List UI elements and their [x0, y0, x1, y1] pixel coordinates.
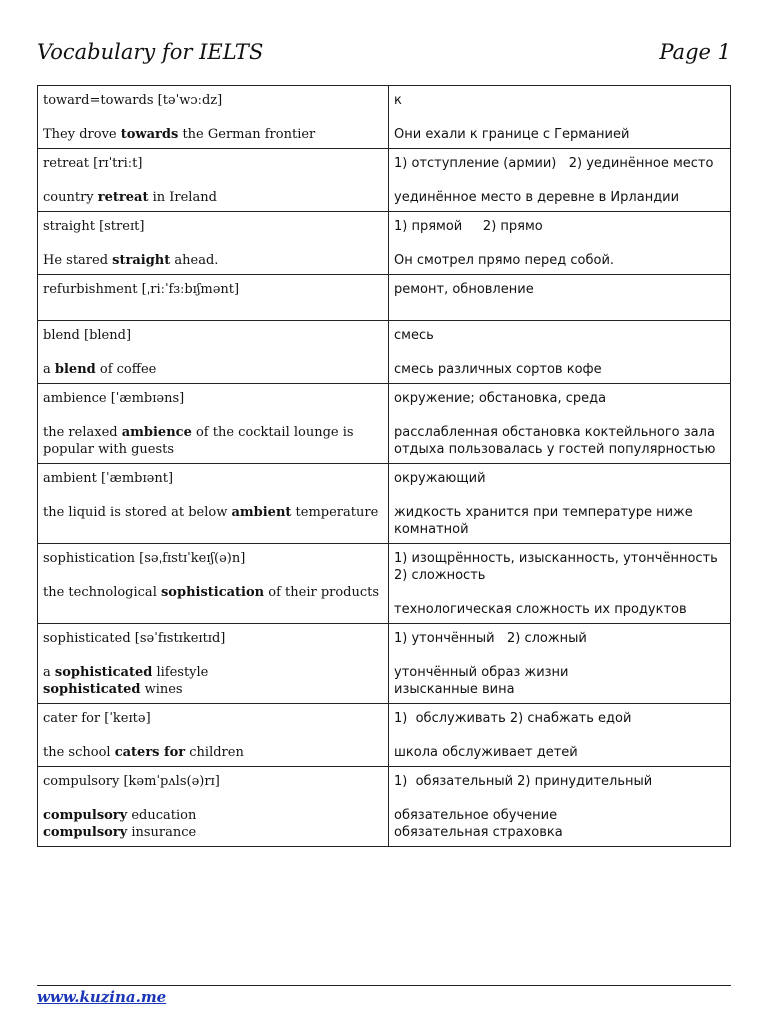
vocab-row	[38, 384, 731, 464]
example-text: They drove	[43, 127, 121, 142]
highlighted-word: ambience	[121, 425, 192, 440]
example-text: the liquid is stored at below	[43, 505, 232, 520]
translation: смесь	[394, 328, 434, 343]
english-cell	[38, 149, 389, 212]
term-with-transcription: ambient [ˈæmbɪənt]	[43, 471, 174, 486]
english-cell	[38, 464, 389, 544]
highlighted-word: sophistication	[160, 585, 265, 600]
term-with-transcription: refurbishment [ˌriːˈfɜːbɪʃmənt]	[43, 282, 240, 297]
english-cell	[38, 212, 389, 275]
example-text: the German frontier	[178, 127, 316, 142]
example-text: of coffee	[95, 362, 157, 377]
example-sentence	[43, 252, 383, 269]
example-text: education	[127, 808, 197, 823]
example-text: a	[43, 665, 55, 680]
example-text: ahead.	[170, 253, 219, 268]
translation: 1) обязательный 2) принудительный	[394, 774, 653, 789]
translated-example: изысканные вина	[394, 682, 515, 697]
highlighted-word: compulsory	[43, 825, 128, 840]
spacer	[43, 487, 383, 504]
website-link[interactable]: www.kuzina.me	[37, 988, 167, 1006]
example-sentence	[43, 824, 383, 841]
page-header	[37, 40, 731, 70]
example-sentence	[43, 744, 383, 761]
vocabulary-table-body	[38, 86, 731, 847]
russian-cell	[389, 767, 731, 847]
translation: ремонт, обновление	[394, 282, 534, 297]
highlighted-word: sophisticated	[43, 682, 141, 697]
highlighted-word: caters for	[114, 745, 186, 760]
russian-cell	[389, 149, 731, 212]
translation: окружение; обстановка, среда	[394, 391, 607, 406]
vocab-row	[38, 321, 731, 384]
spacer	[43, 407, 383, 424]
spacer	[43, 344, 383, 361]
translation: к	[394, 93, 402, 108]
term-with-transcription: straight [streɪt]	[43, 219, 145, 234]
spacer	[394, 407, 725, 424]
spacer	[43, 172, 383, 189]
translated-example: обязательная страховка	[394, 825, 563, 840]
russian-cell	[389, 464, 731, 544]
term-with-transcription: retreat [rɪˈtriːt]	[43, 156, 143, 171]
example-sentence	[43, 424, 383, 458]
footer-divider	[37, 985, 731, 986]
russian-cell	[389, 624, 731, 704]
spacer	[394, 487, 725, 504]
russian-cell	[389, 704, 731, 767]
english-cell	[38, 275, 389, 321]
english-cell	[38, 384, 389, 464]
translated-example: Он смотрел прямо перед собой.	[394, 253, 615, 268]
vocab-row	[38, 704, 731, 767]
vocab-row	[38, 212, 731, 275]
russian-cell	[389, 544, 731, 624]
example-text: wines	[140, 682, 183, 697]
example-sentence	[43, 189, 383, 206]
example-text: in Ireland	[148, 190, 217, 205]
spacer	[43, 235, 383, 252]
spacer	[43, 567, 383, 584]
spacer	[394, 727, 725, 744]
highlighted-word: straight	[112, 253, 171, 268]
spacer	[394, 172, 725, 189]
vocab-row	[38, 275, 731, 321]
translated-example: обязательное обучение	[394, 808, 558, 823]
example-sentence	[43, 361, 383, 378]
example-sentence	[43, 664, 383, 681]
example-text: lifestyle	[152, 665, 209, 680]
example-text: the school	[43, 745, 115, 760]
translation: 1) отступление (армии) 2) уединённое место	[394, 156, 714, 171]
highlighted-word: sophisticated	[54, 665, 153, 680]
translation: 2) сложность	[394, 568, 486, 583]
translated-example: утончённый образ жизни	[394, 665, 569, 680]
translated-example: школа обслуживает детей	[394, 745, 578, 760]
example-text: the relaxed	[43, 425, 122, 440]
translated-example: технологическая сложность их продуктов	[394, 602, 687, 617]
document-title: Vocabulary for IELTS	[37, 40, 264, 64]
vocab-row	[38, 464, 731, 544]
translation: окружающий	[394, 471, 486, 486]
example-text: children	[185, 745, 244, 760]
example-text: the technological	[43, 585, 161, 600]
spacer	[43, 298, 383, 315]
spacer	[394, 235, 725, 252]
spacer	[43, 790, 383, 807]
example-sentence	[43, 504, 383, 521]
term-with-transcription: toward=towards [təˈwɔːdz]	[43, 93, 223, 108]
spacer	[43, 727, 383, 744]
highlighted-word: ambient	[231, 505, 292, 520]
russian-cell	[389, 212, 731, 275]
term-with-transcription: ambience [ˈæmbɪəns]	[43, 391, 185, 406]
term-with-transcription: sophistication [səˌfɪstɪˈkeɪʃ(ə)n]	[43, 551, 246, 566]
example-text: country	[43, 190, 98, 205]
highlighted-word: towards	[120, 127, 179, 142]
page-number: Page 1	[659, 40, 731, 64]
example-sentence	[43, 126, 383, 143]
term-with-transcription: compulsory [kəmˈpʌls(ə)rɪ]	[43, 774, 220, 789]
example-text: insurance	[127, 825, 197, 840]
english-cell	[38, 321, 389, 384]
example-text: He stared	[43, 253, 113, 268]
term-with-transcription: blend [blend]	[43, 328, 132, 343]
translated-example: жидкость хранится при температуре ниже комнатной	[394, 505, 697, 537]
russian-cell	[389, 384, 731, 464]
russian-cell	[389, 86, 731, 149]
english-cell	[38, 767, 389, 847]
spacer	[43, 109, 383, 126]
english-cell	[38, 544, 389, 624]
example-sentence	[43, 681, 383, 698]
english-cell	[38, 624, 389, 704]
example-sentence	[43, 584, 383, 601]
translation: 1) изощрённость, изысканность, утончённость	[394, 551, 718, 566]
vocab-row	[38, 767, 731, 847]
term-with-transcription: cater for [ˈkeɪtə]	[43, 711, 151, 726]
highlighted-word: retreat	[97, 190, 149, 205]
highlighted-word: compulsory	[43, 808, 128, 823]
vocabulary-table	[37, 85, 731, 847]
vocab-row	[38, 86, 731, 149]
spacer	[394, 584, 725, 601]
spacer	[394, 790, 725, 807]
vocab-row	[38, 149, 731, 212]
translated-example: Они ехали к границе с Германией	[394, 127, 630, 142]
spacer	[394, 647, 725, 664]
example-text: of the cocktail lounge is popular with guests	[43, 425, 358, 457]
example-sentence	[43, 807, 383, 824]
example-text: a	[43, 362, 55, 377]
english-cell	[38, 704, 389, 767]
term-with-transcription: sophisticated [səˈfɪstɪkeɪtɪd]	[43, 631, 226, 646]
example-text: of their products	[264, 585, 380, 600]
translation: 1) прямой 2) прямо	[394, 219, 543, 234]
example-text: temperature	[291, 505, 379, 520]
spacer	[394, 109, 725, 126]
spacer	[43, 647, 383, 664]
english-cell	[38, 86, 389, 149]
russian-cell	[389, 321, 731, 384]
highlighted-word: blend	[54, 362, 96, 377]
spacer	[394, 344, 725, 361]
translation: 1) утончённый 2) сложный	[394, 631, 587, 646]
translation: 1) обслуживать 2) снабжать едой	[394, 711, 632, 726]
translated-example: уединённое место в деревне в Ирландии	[394, 190, 680, 205]
vocab-row	[38, 544, 731, 624]
translated-example: расслабленная обстановка коктейльного зала отдыха пользовалась у гостей популярностью	[394, 425, 720, 457]
vocab-row	[38, 624, 731, 704]
russian-cell	[389, 275, 731, 321]
translated-example: смесь различных сортов кофе	[394, 362, 602, 377]
